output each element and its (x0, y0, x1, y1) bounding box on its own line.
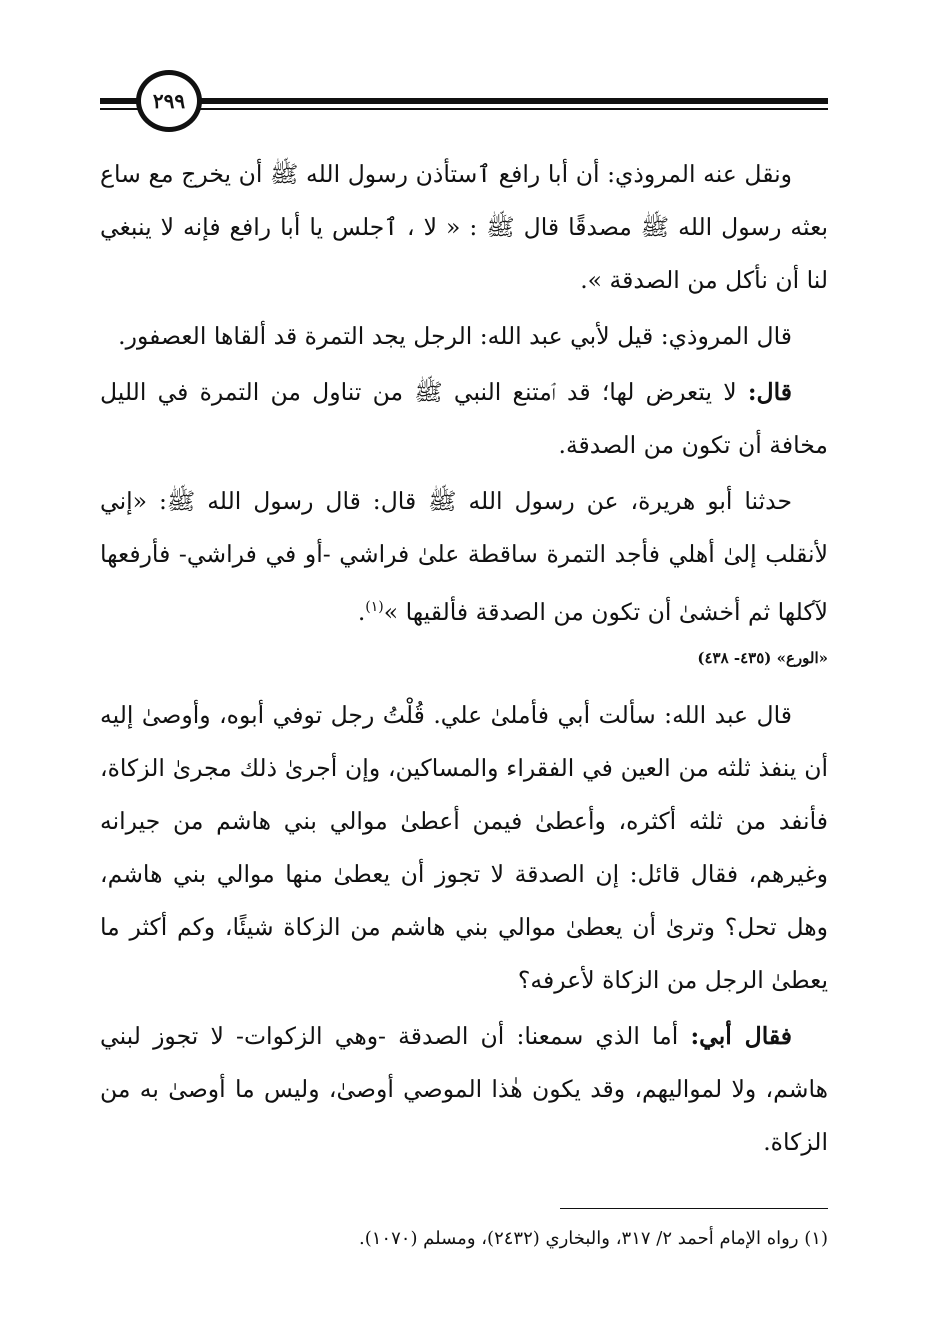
paragraph-2 (100, 310, 828, 363)
header-rule-thick (100, 98, 828, 104)
footnote-ref: (١) (365, 599, 384, 615)
page-header (100, 70, 828, 138)
paragraph-5 (100, 689, 828, 1007)
paragraph-4: حدثنا أبو هريرة، عن رسول الله ﷺ قال: قال رسول الله ﷺ: «إني لأنقلب إلىٰ أهلي فأجد التمرة ساقطة علىٰ فراشي -أو في فراشي- فأرفعها لآكلها ثم أخشىٰ أن تكون من الصدقة فألقيها »$^{(١)}$. (100, 487, 828, 626)
footnote (100, 1222, 828, 1256)
source-reference: «الورع» (٤٣٥- ٤٣٨) (697, 648, 828, 667)
paragraph-text: لا يتعرض لها؛ قد ٱمتنع النبي ﷺ من تناول من التمرة في الليل مخافة أن تكون من الصدقة. (100, 378, 828, 459)
page-number: ٢٩٩ (152, 89, 186, 113)
paragraph-6 (100, 1010, 828, 1169)
main-text (100, 148, 828, 1172)
paragraph-1 (100, 148, 828, 307)
paragraph-lead: قال: (747, 378, 792, 406)
paragraph-text: أما الذي سمعنا: أن الصدقة -وهي الزكوات- لا تجوز لبني هاشم، ولا لمواليهم، وقد يكون هٰذا الموصي أوصىٰ، وليس ما أوصىٰ به من الزكاة. (100, 1021, 828, 1156)
footnote-separator (560, 1208, 828, 1209)
paragraph-text: ونقل عنه المروذي: أن أبا رافع ٱستأذن رسول الله ﷺ أن يخرج مع ساع بعثه رسول الله ﷺ مصدقًا قال ﷺ : « لا ، ٱجلس يا أبا رافع فإنه لا ينبغي لنا أن نأكل من الصدقة ». (100, 160, 828, 294)
footnote-number: (١) (804, 1228, 828, 1249)
paragraph-text: حدثنا أبو هريرة، عن رسول الله ﷺ قال: قال رسول الله ﷺ: «إني لأنقلب إلىٰ أهلي فأجد التمرة ساقطة علىٰ فراشي -أو في فراشي- فأرفعها لآكلها ثم أخشىٰ أن تكون من الصدقة فألقيها » (100, 487, 828, 626)
paragraph-3 (100, 366, 828, 472)
paragraph-lead: فقال أبي: (690, 1021, 792, 1050)
paragraph-text: قال المروذي: قيل لأبي عبد الله: الرجل يجد التمرة قد ألقاها العصفور. (118, 322, 792, 350)
footnote-text: رواه الإمام أحمد ٢/ ٣١٧، والبخاري (٢٤٣٢)، ومسلم (١٠٧٠). (359, 1228, 799, 1249)
header-rule-thin (100, 108, 828, 110)
paragraph-text: قال عبد الله: سألت أبي فأملىٰ علي. قُلْتُ رجل توفي أبوه، وأوصىٰ إليه أن ينفذ ثلثه من العين في الفقراء والمساكين، وإن أجرىٰ ذلك مجرىٰ الزكاة، فأنفد من ثلثه أكثره، وأعطىٰ فيمن أعطىٰ موالي بني هاشم من جيرانه وغيرهم، فقال قائل: إن الصدقة لا تجوز أن يعطىٰ منها موالي بني هاشم، وهل تحل؟ وترىٰ أن يعطىٰ موالي بني هاشم من الزكاة شيئًا، وكم أكثر ما يعطىٰ الرجل من الزكاة لأعرفه؟ (100, 700, 828, 994)
page-number-circle (136, 70, 202, 132)
